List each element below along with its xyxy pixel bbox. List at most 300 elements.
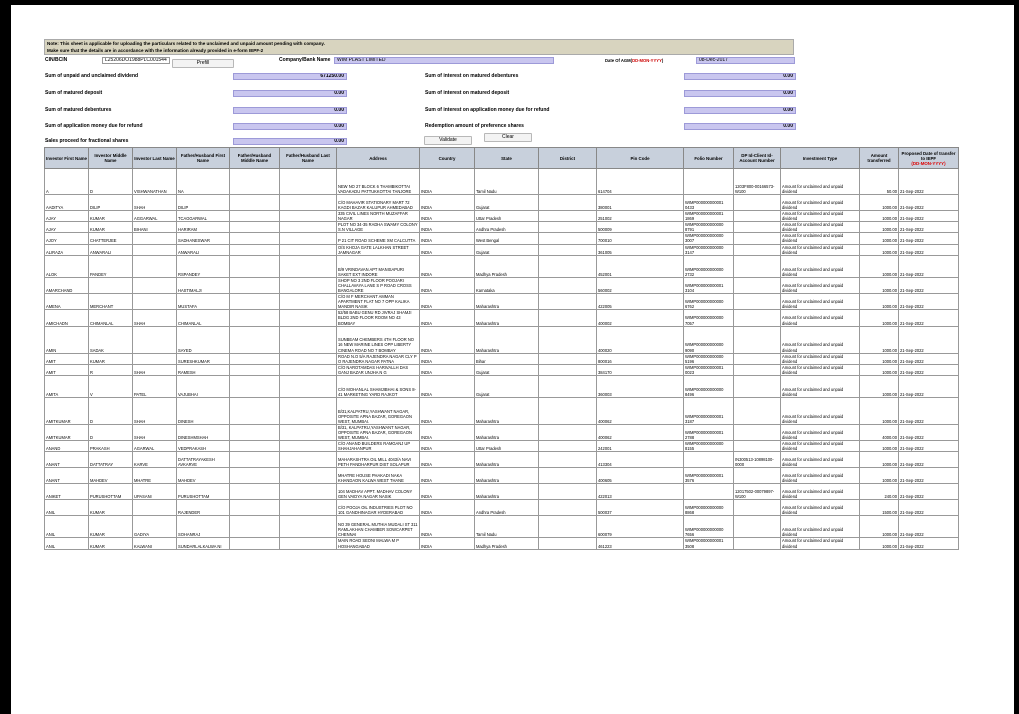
table-cell[interactable]: O/S KHOJA GATE LALKHAN STREET JAMNAGAR [337, 244, 420, 255]
table-cell[interactable] [539, 277, 597, 293]
table-cell[interactable]: AMIT [45, 353, 89, 364]
table-cell[interactable]: 1000.00 [860, 310, 899, 326]
table-cell[interactable] [734, 294, 781, 310]
table-cell[interactable] [734, 364, 781, 375]
table-cell[interactable]: 21-Sep-2022 [899, 484, 959, 500]
table-cell[interactable]: DILIP [177, 195, 230, 211]
table-cell[interactable] [230, 424, 280, 440]
table-cell[interactable]: Karnataka [475, 277, 539, 293]
table-cell[interactable]: 400062 [597, 424, 684, 440]
table-cell[interactable] [133, 233, 177, 244]
table-cell[interactable]: GADIYA [133, 516, 177, 538]
table-cell[interactable]: WIMP000000000000 6762 [684, 294, 734, 310]
table-cell[interactable]: KUMAR [89, 500, 133, 516]
table-cell[interactable]: WIMP000000000001 3187 [684, 397, 734, 424]
table-cell[interactable]: 413304 [597, 452, 684, 468]
table-cell[interactable] [539, 244, 597, 255]
table-cell[interactable]: HASTIMALJI [177, 277, 230, 293]
table-cell[interactable] [230, 294, 280, 310]
table-cell[interactable]: SHAH [133, 195, 177, 211]
table-cell[interactable] [280, 294, 337, 310]
table-cell[interactable] [539, 294, 597, 310]
table-cell[interactable]: Amount for unclaimed and unpaid dividend [781, 195, 860, 211]
table-cell[interactable]: AJAY [45, 222, 89, 233]
table-cell[interactable]: ANANT [45, 468, 89, 484]
table-cell[interactable] [734, 233, 781, 244]
validate-button[interactable]: Validate [424, 136, 472, 145]
table-cell[interactable]: C/O MOHANLAL SHAMJIBHAI & SONS 8-41 MARKETING YARD RAJKOT [337, 375, 420, 397]
table-cell[interactable]: Madhya Pradesh [475, 538, 539, 549]
table-cell[interactable] [230, 441, 280, 452]
table-cell[interactable]: P 21 CIT ROAD SCHEME XM CALCUTTA [337, 233, 420, 244]
table-cell[interactable]: PURUSHOTTAM [89, 484, 133, 500]
table-cell[interactable] [539, 364, 597, 375]
table-cell[interactable] [230, 468, 280, 484]
table-cell[interactable]: MUSTAFA [177, 294, 230, 310]
table-cell[interactable] [734, 310, 781, 326]
table-cell[interactable]: SUNBEAM CHEMBERS 4TH FLOOR NO 16 NEW MARINE LINES OPP LIBERTY CINEMA ROAD NO 7 BOMBAY [337, 326, 420, 353]
table-cell[interactable]: ROAD N.O 5/A RAJENDRA NAGAR CLY P O RAJENDRA NAGAR PATNA [337, 353, 420, 364]
table-cell[interactable] [230, 500, 280, 516]
table-cell[interactable] [280, 538, 337, 549]
table-cell[interactable]: CHIMANLAL [89, 310, 133, 326]
table-cell[interactable] [280, 244, 337, 255]
summary-right-value[interactable]: 0.00 [684, 90, 796, 97]
table-cell[interactable]: DINESH [177, 397, 230, 424]
table-cell[interactable]: AMENA [45, 294, 89, 310]
table-cell[interactable]: NA [177, 169, 230, 195]
table-cell[interactable]: V [89, 375, 133, 397]
table-cell[interactable]: C/O M F MERCHANT AMMAN APARTMENT FLAT NO 7 OPP KALIKA MANDIR NASIK [337, 294, 420, 310]
table-cell[interactable]: ANIL [45, 516, 89, 538]
table-cell[interactable] [684, 452, 734, 468]
table-cell[interactable]: WIMP000000000000 7057 [684, 310, 734, 326]
table-cell[interactable]: NO 39 GENERAL MUTHIA MUDALI ST 311 RAMLAKHAN CHAMBER SOWCARPET CHENNAI [337, 516, 420, 538]
table-cell[interactable] [280, 516, 337, 538]
table-cell[interactable] [133, 326, 177, 353]
table-cell[interactable]: 251002 [597, 211, 684, 222]
table-cell[interactable]: Amount for unclaimed and unpaid dividend [781, 294, 860, 310]
table-cell[interactable] [734, 195, 781, 211]
table-cell[interactable] [734, 538, 781, 549]
table-cell[interactable] [280, 211, 337, 222]
table-cell[interactable]: INDIA [420, 211, 475, 222]
table-cell[interactable] [230, 310, 280, 326]
table-cell[interactable]: Amount for unclaimed and unpaid dividend [781, 233, 860, 244]
summary-left-value[interactable]: 671250.00 [233, 73, 347, 80]
table-cell[interactable]: 384170 [597, 364, 684, 375]
table-cell[interactable]: D [89, 424, 133, 440]
table-cell[interactable] [280, 441, 337, 452]
table-cell[interactable]: 335 CIVIL LINES NORTH MUZAFFAR NAGAR [337, 211, 420, 222]
table-cell[interactable] [734, 255, 781, 277]
table-cell[interactable]: AGGARWAL [133, 211, 177, 222]
table-cell[interactable]: AMIT [45, 364, 89, 375]
table-cell[interactable]: Amount for unclaimed and unpaid dividend [781, 211, 860, 222]
table-cell[interactable]: 1500.00 [860, 500, 899, 516]
table-cell[interactable]: 461223 [597, 538, 684, 549]
table-cell[interactable]: 21-Sep-2022 [899, 516, 959, 538]
table-cell[interactable]: 1000.00 [860, 364, 899, 375]
table-cell[interactable] [230, 277, 280, 293]
table-cell[interactable]: RAJENDER [177, 500, 230, 516]
table-cell[interactable]: 500009 [597, 222, 684, 233]
summary-left-value[interactable]: 0.00 [233, 90, 347, 97]
table-cell[interactable]: PATEL [133, 375, 177, 397]
table-cell[interactable] [539, 222, 597, 233]
table-cell[interactable]: MHATRE [133, 468, 177, 484]
table-cell[interactable]: RAMESH [177, 364, 230, 375]
table-cell[interactable]: AMARCHAND [45, 277, 89, 293]
table-cell[interactable]: 1000.00 [860, 397, 899, 424]
table-cell[interactable]: WIMP000000000001 0023 [684, 364, 734, 375]
table-cell[interactable] [539, 326, 597, 353]
table-cell[interactable]: TCAGGARWAL [177, 211, 230, 222]
table-cell[interactable]: WIMP000000000000 8791 [684, 222, 734, 233]
table-cell[interactable]: B/31, KALPATRU,YASHWANT NAGAR, OPPOSITE APNA BAZAR, GOREGAON WEST, MUMBAI. [337, 424, 420, 440]
table-cell[interactable]: Gujarat [475, 364, 539, 375]
table-cell[interactable] [230, 397, 280, 424]
table-cell[interactable] [734, 222, 781, 233]
table-cell[interactable]: WIMP000000000000 7656 [684, 516, 734, 538]
table-cell[interactable]: WIMP000000000001 3508 [684, 538, 734, 549]
cin-field[interactable]: L25206DO1988PLC001544 [102, 57, 170, 64]
table-cell[interactable]: Amount for unclaimed and unpaid dividend [781, 484, 860, 500]
table-cell[interactable] [230, 516, 280, 538]
table-cell[interactable]: 1000.00 [860, 326, 899, 353]
table-cell[interactable]: 1000.00 [860, 375, 899, 397]
table-cell[interactable]: Andhra Pradesh [475, 500, 539, 516]
table-cell[interactable]: 422013 [597, 484, 684, 500]
table-cell[interactable]: SADHANESWAR [177, 233, 230, 244]
table-cell[interactable]: INDIA [420, 364, 475, 375]
table-cell[interactable]: INDIA [420, 516, 475, 538]
table-cell[interactable]: Amount for unclaimed and unpaid dividend [781, 169, 860, 195]
table-cell[interactable]: 12017502-00079897-W100 [734, 484, 781, 500]
table-cell[interactable]: C/O NAROTAMDAS HARIVALLH DAS GANJ BAZAR UNJHA N G [337, 364, 420, 375]
table-cell[interactable]: 4000.00 [860, 424, 899, 440]
table-cell[interactable]: 21-Sep-2022 [899, 326, 959, 353]
table-cell[interactable] [280, 364, 337, 375]
table-cell[interactable]: 50.00 [860, 169, 899, 195]
table-cell[interactable]: SHOP NO 3 2ND FLOOR POOJARI CHALLAVAYA LANE S P ROAD CROSS BANGALORE [337, 277, 420, 293]
table-cell[interactable] [230, 326, 280, 353]
table-cell[interactable] [280, 452, 337, 468]
table-cell[interactable]: 452001 [597, 255, 684, 277]
table-cell[interactable] [734, 516, 781, 538]
table-cell[interactable]: ALOK [45, 255, 89, 277]
table-cell[interactable]: 800016 [597, 353, 684, 364]
table-cell[interactable] [539, 538, 597, 549]
table-cell[interactable] [734, 277, 781, 293]
table-cell[interactable]: AMITKUMAR [45, 424, 89, 440]
clear-button[interactable]: Clear [484, 133, 532, 142]
table-cell[interactable]: Amount for unclaimed and unpaid dividend [781, 424, 860, 440]
table-cell[interactable]: 1000.00 [860, 452, 899, 468]
table-cell[interactable]: AJAY [45, 211, 89, 222]
table-cell[interactable]: Uttar Pradesh [475, 211, 539, 222]
table-cell[interactable] [734, 244, 781, 255]
table-cell[interactable]: 361005 [597, 244, 684, 255]
table-cell[interactable] [133, 277, 177, 293]
table-cell[interactable]: 1000.00 [860, 233, 899, 244]
table-cell[interactable]: Amount for unclaimed and unpaid dividend [781, 452, 860, 468]
table-cell[interactable] [734, 397, 781, 424]
table-cell[interactable]: INDIA [420, 195, 475, 211]
table-cell[interactable]: ALIRAZA [45, 244, 89, 255]
table-cell[interactable] [230, 211, 280, 222]
table-cell[interactable]: Andhra Pradesh [475, 222, 539, 233]
table-cell[interactable]: PURUSHOTTAM [177, 484, 230, 500]
table-cell[interactable] [280, 326, 337, 353]
table-cell[interactable] [133, 500, 177, 516]
table-cell[interactable] [539, 516, 597, 538]
summary-right-value[interactable]: 0.00 [684, 123, 796, 130]
table-cell[interactable] [734, 441, 781, 452]
table-cell[interactable]: INDIA [420, 468, 475, 484]
table-cell[interactable]: WIMP000000000000 2732 [684, 255, 734, 277]
table-cell[interactable]: AJOY [45, 233, 89, 244]
table-cell[interactable]: 400605 [597, 468, 684, 484]
table-cell[interactable]: VAJUBHAI [177, 375, 230, 397]
table-cell[interactable]: WIMP000000000001 0433 [684, 195, 734, 211]
table-cell[interactable]: 1000.00 [860, 211, 899, 222]
table-cell[interactable] [280, 169, 337, 195]
table-cell[interactable]: Maharashtra [475, 310, 539, 326]
table-cell[interactable] [280, 233, 337, 244]
table-cell[interactable]: DILIP [89, 195, 133, 211]
table-cell[interactable] [539, 255, 597, 277]
table-cell[interactable]: C/O POOJA OIL INDUSTRIES PLOT NO 101 GANDHINAGAR HYDERABAD [337, 500, 420, 516]
summary-right-value[interactable]: 0.00 [684, 107, 796, 114]
table-cell[interactable]: 21-Sep-2022 [899, 211, 959, 222]
table-cell[interactable] [133, 244, 177, 255]
table-cell[interactable]: Amount for unclaimed and unpaid dividend [781, 468, 860, 484]
table-cell[interactable] [539, 424, 597, 440]
table-cell[interactable]: 500037 [597, 500, 684, 516]
table-cell[interactable]: ANIL [45, 500, 89, 516]
table-cell[interactable] [230, 364, 280, 375]
table-cell[interactable] [539, 484, 597, 500]
table-cell[interactable]: INDIA [420, 255, 475, 277]
table-cell[interactable]: 104 MADHAV APPT. MADHAV COLONY GEN VAIDYA NAGAR NASIK [337, 484, 420, 500]
table-cell[interactable]: PLOT NO 34-35 RADHA SWAMY COLONY S.N VILLAGE [338, 222, 418, 233]
table-cell[interactable]: Gujarat [475, 244, 539, 255]
table-cell[interactable]: WIMP000000000001 1869 [684, 211, 734, 222]
table-cell[interactable] [280, 277, 337, 293]
table-cell[interactable]: INDIA [420, 310, 475, 326]
table-cell[interactable]: 700010 [597, 233, 684, 244]
table-cell[interactable] [280, 310, 337, 326]
table-cell[interactable]: Uttar Pradesh [475, 441, 539, 452]
table-cell[interactable]: 1000.00 [860, 294, 899, 310]
table-cell[interactable]: West Bengal [475, 233, 539, 244]
table-cell[interactable] [539, 452, 597, 468]
table-cell[interactable]: NEW NO 27 BLOCK 6 THAMBIKOTTAI VADAKADU PATTUKKOTTAI TANJORE [337, 169, 420, 195]
table-cell[interactable]: WIMP000000000000 5196 [684, 353, 734, 364]
table-cell[interactable] [539, 375, 597, 397]
table-cell[interactable]: 21-Sep-2022 [899, 424, 959, 440]
table-cell[interactable]: INDIA [420, 538, 475, 549]
table-cell[interactable]: 52/58 BABU GENU RD JIVRAJ SHAMJI BLDG 2ND FLOOR ROOM NO 43 BOMBAY [337, 310, 420, 326]
table-cell[interactable]: Amount for unclaimed and unpaid dividend [781, 397, 860, 424]
table-cell[interactable]: KALWANI [133, 538, 177, 549]
table-cell[interactable]: INDIA [420, 294, 475, 310]
table-cell[interactable]: 400062 [597, 397, 684, 424]
table-cell[interactable]: C/O ANAND BUILDERS RAMGANJ UP SHAHJAHANPUR [337, 441, 420, 452]
table-cell[interactable]: Maharashtra [475, 294, 539, 310]
agm-date-field[interactable]: 08-Dec-2017 [696, 57, 795, 64]
prefill-button[interactable]: Prefill [172, 59, 234, 68]
table-cell[interactable] [734, 375, 781, 397]
table-cell[interactable]: SHAH [133, 364, 177, 375]
table-cell[interactable] [280, 222, 337, 233]
table-cell[interactable]: 21-Sep-2022 [899, 452, 959, 468]
table-cell[interactable] [89, 277, 133, 293]
table-cell[interactable]: WIMP000000000000 9090 [684, 326, 734, 353]
table-cell[interactable]: KUMAR [89, 353, 133, 364]
table-cell[interactable]: 380001 [597, 195, 684, 211]
table-cell[interactable]: SURESHKUMAR [177, 353, 230, 364]
table-cell[interactable]: INDIA [420, 441, 475, 452]
table-cell[interactable]: INDIA [420, 500, 475, 516]
table-cell[interactable]: B/9 VRINDAVAN APT MANISAPURI SAKET EXT INDORE [337, 255, 420, 277]
table-cell[interactable]: 1000.00 [860, 538, 899, 549]
table-cell[interactable]: Maharashtra [475, 484, 539, 500]
table-cell[interactable]: PRAKASH [89, 441, 133, 452]
table-cell[interactable]: CHATTERJEE [89, 233, 133, 244]
table-cell[interactable]: Amount for unclaimed and unpaid dividend [781, 516, 860, 538]
table-cell[interactable]: KUMAR [89, 222, 133, 233]
table-cell[interactable] [230, 484, 280, 500]
table-cell[interactable] [539, 233, 597, 244]
table-cell[interactable] [280, 424, 337, 440]
table-cell[interactable]: 400020 [597, 326, 684, 353]
summary-left-value[interactable]: 0.00 [233, 123, 347, 130]
table-cell[interactable]: Bihar [475, 353, 539, 364]
table-cell[interactable]: 1000.00 [860, 195, 899, 211]
table-cell[interactable]: INDIA [420, 326, 475, 353]
table-cell[interactable] [230, 538, 280, 549]
table-cell[interactable]: AGARWAL [133, 441, 177, 452]
table-cell[interactable] [230, 375, 280, 397]
table-cell[interactable] [684, 484, 734, 500]
table-cell[interactable]: 1000.00 [860, 468, 899, 484]
table-cell[interactable]: INDIA [420, 397, 475, 424]
table-cell[interactable]: DINESHMSHAH [177, 424, 230, 440]
table-cell[interactable] [230, 222, 280, 233]
summary-left-value[interactable]: 0.00 [233, 138, 347, 145]
table-cell[interactable] [539, 195, 597, 211]
table-cell[interactable]: A [45, 169, 89, 195]
table-cell[interactable] [734, 211, 781, 222]
table-cell[interactable] [230, 195, 280, 211]
summary-right-value[interactable]: 0.00 [684, 73, 796, 80]
table-cell[interactable]: 560002 [597, 277, 684, 293]
table-cell[interactable]: D [89, 169, 133, 195]
table-cell[interactable]: Maharashtra [475, 452, 539, 468]
table-cell[interactable]: 400002 [597, 310, 684, 326]
table-cell[interactable]: 1000.00 [860, 353, 899, 364]
table-cell[interactable]: 1000.00 [860, 277, 899, 293]
table-cell[interactable]: SAYED [177, 326, 230, 353]
table-cell[interactable]: WIMP000000000001 3576 [684, 468, 734, 484]
table-cell[interactable]: KUMAR [89, 538, 133, 549]
table-cell[interactable]: KUMAR [89, 211, 133, 222]
table-cell[interactable] [539, 310, 597, 326]
table-cell[interactable]: AMICHADN [45, 310, 89, 326]
table-cell[interactable] [734, 353, 781, 364]
table-cell[interactable]: Amount for unclaimed and unpaid dividend [781, 375, 860, 397]
table-cell[interactable]: AMITKUMAR [45, 397, 89, 424]
table-cell[interactable]: INDIA [420, 233, 475, 244]
table-cell[interactable]: SOHANRAJ [177, 516, 230, 538]
table-cell[interactable]: 21-Sep-2022 [899, 222, 959, 233]
table-cell[interactable]: IN300513-10898100-0000 [734, 452, 781, 468]
table-cell[interactable] [230, 169, 280, 195]
table-cell[interactable]: Amount for unclaimed and unpaid dividend [781, 364, 860, 375]
table-cell[interactable]: 600079 [597, 516, 684, 538]
table-cell[interactable]: ANIL [45, 538, 89, 549]
table-cell[interactable]: Amount for unclaimed and unpaid dividend [781, 222, 860, 233]
table-cell[interactable]: Maharashtra [475, 397, 539, 424]
table-cell[interactable]: HARIRAM [177, 222, 230, 233]
table-cell[interactable]: WIMP000000000001 2788 [684, 424, 734, 440]
table-cell[interactable]: Madhya Pradesh [475, 255, 539, 277]
table-cell[interactable]: 240.00 [860, 484, 899, 500]
table-cell[interactable]: INDIA [420, 484, 475, 500]
table-cell[interactable] [280, 484, 337, 500]
table-cell[interactable]: 21-Sep-2022 [899, 195, 959, 211]
table-cell[interactable]: WIMP000000000000 3007 [684, 233, 734, 244]
table-cell[interactable]: INDIA [420, 424, 475, 440]
table-cell[interactable]: WIMP000000000000 3147 [684, 244, 734, 255]
table-cell[interactable] [539, 353, 597, 364]
table-cell[interactable]: 360003 [597, 375, 684, 397]
company-field[interactable]: WIM PLAST LIMITED [334, 57, 554, 64]
table-cell[interactable]: 21-Sep-2022 [899, 294, 959, 310]
table-cell[interactable]: Maharashtra [475, 424, 539, 440]
table-cell[interactable]: WIMP000000000000 8496 [684, 375, 734, 397]
table-cell[interactable] [230, 244, 280, 255]
table-cell[interactable] [734, 326, 781, 353]
table-cell[interactable]: INDIA [420, 169, 475, 195]
table-cell[interactable]: Gujarat [475, 375, 539, 397]
table-cell[interactable]: 1203F800-00166573-W100 [734, 169, 781, 195]
table-cell[interactable] [539, 211, 597, 222]
table-cell[interactable]: Amount for unclaimed and unpaid dividend [781, 255, 860, 277]
table-cell[interactable] [230, 452, 280, 468]
table-cell[interactable] [734, 424, 781, 440]
table-cell[interactable] [539, 397, 597, 424]
table-cell[interactable]: Amount for unclaimed and unpaid dividend [781, 353, 860, 364]
table-cell[interactable]: 21-Sep-2022 [899, 538, 959, 549]
table-cell[interactable]: 1000.00 [860, 255, 899, 277]
table-cell[interactable]: UPASANI [133, 484, 177, 500]
table-cell[interactable] [539, 500, 597, 516]
table-cell[interactable]: VEDPRAKASH [177, 441, 230, 452]
table-cell[interactable]: BIHANI [133, 222, 177, 233]
table-cell[interactable]: Tamil Nadu [475, 169, 539, 195]
table-cell[interactable]: Amount for unclaimed and unpaid dividend [781, 326, 860, 353]
table-cell[interactable]: 422005 [597, 294, 684, 310]
table-cell[interactable]: 1000.00 [860, 516, 899, 538]
table-cell[interactable]: 21-Sep-2022 [899, 244, 959, 255]
table-cell[interactable]: 614704 [597, 169, 684, 195]
table-cell[interactable]: MAHDEV [177, 468, 230, 484]
table-cell[interactable]: DATTATRAY [89, 452, 133, 468]
table-cell[interactable]: SADAK [89, 326, 133, 353]
